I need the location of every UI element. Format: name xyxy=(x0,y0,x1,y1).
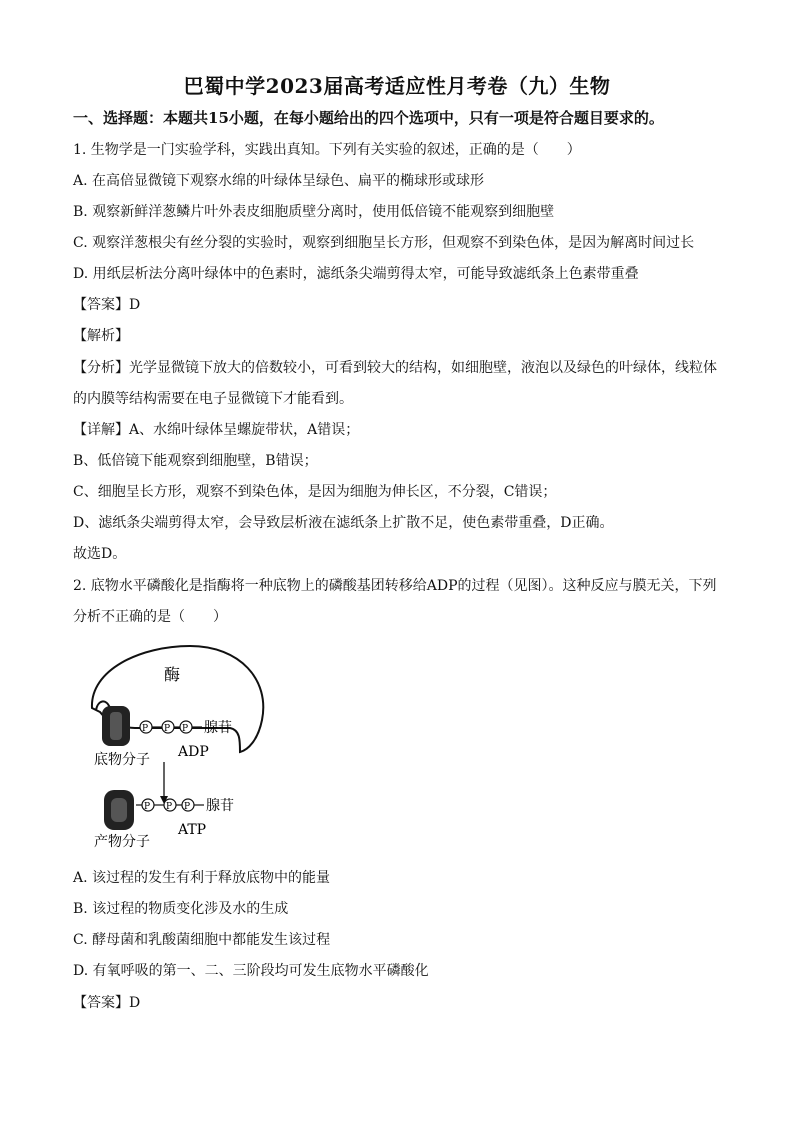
phosphate-p-2: P xyxy=(164,724,171,734)
q1-conclusion: 故选D。 xyxy=(73,546,127,562)
q1-fenxi-line2: 的内膜等结构需要在电子显微镜下才能看到。 xyxy=(73,391,353,407)
q1-option-a: A. 在高倍显微镜下观察水绵的叶绿体呈绿色、扁平的椭球形或球形 xyxy=(73,173,485,189)
q1-option-d: D. 用纸层析法分离叶绿体中的色素时，滤纸条尖端剪得太窄，可能导致滤纸条上色素带重叠 xyxy=(73,266,639,282)
phosphate-p-1: P xyxy=(142,724,149,734)
product-highlight xyxy=(111,798,127,822)
atp-label: ATP xyxy=(178,822,207,838)
adenosine-label-bottom: 腺苷 xyxy=(206,798,234,814)
q1-option-c: C. 观察洋葱根尖有丝分裂的实验时，观察到细胞呈长方形，但观察不到染色体，是因为解离时间过长 xyxy=(73,235,695,251)
q1-detail-c: C、细胞呈长方形，观察不到染色体，是因为细胞为伸长区，不分裂，C错误； xyxy=(73,484,557,500)
q2-answer: 【答案】D xyxy=(73,995,141,1011)
q1-analysis-heading: 【解析】 xyxy=(73,328,129,344)
q2-stem-line2: 分析不正确的是（ ） xyxy=(73,609,227,625)
diagram-svg xyxy=(80,640,290,850)
q1-option-b: B. 观察新鲜洋葱鳞片叶外表皮细胞质壁分离时，使用低倍镜不能观察到细胞壁 xyxy=(73,204,555,220)
q2-option-c: C. 酵母菌和乳酸菌细胞中都能发生该过程 xyxy=(73,932,331,948)
phosphate-p-3: P xyxy=(182,724,189,734)
page-title: 巴蜀中学2023届高考适应性月考卷（九）生物 xyxy=(183,74,611,98)
phosphorylation-diagram xyxy=(80,640,290,850)
q1-fenxi-line1: 【分析】光学显微镜下放大的倍数较小，可看到较大的结构，如细胞壁，液泡以及绿色的叶绿体，线粒体 xyxy=(73,360,717,376)
substrate-label: 底物分子 xyxy=(94,752,150,768)
adp-label: ADP xyxy=(178,744,209,760)
product-label: 产物分子 xyxy=(94,834,150,850)
q2-option-d: D. 有氧呼吸的第一、二、三阶段均可发生底物水平磷酸化 xyxy=(73,963,429,979)
q1-detail-d: D、滤纸条尖端剪得太窄，会导致层析液在滤纸条上扩散不足，使色素带重叠，D正确。 xyxy=(73,515,614,531)
phosphate-p-4: P xyxy=(144,802,151,812)
q2-stem-line1: 2. 底物水平磷酸化是指酶将一种底物上的磷酸基团转移给ADP的过程（见图）。这种反应与膜无关，下列 xyxy=(73,578,717,594)
enzyme-label: 酶 xyxy=(164,665,181,684)
q1-answer: 【答案】D xyxy=(73,297,141,313)
substrate-highlight xyxy=(110,712,122,740)
q2-option-b: B. 该过程的物质变化涉及水的生成 xyxy=(73,901,289,917)
q1-detail-b: B、低倍镜下能观察到细胞壁，B错误； xyxy=(73,453,318,469)
section-heading: 一、选择题：本题共15小题，在每小题给出的四个选项中，只有一项是符合题目要求的。 xyxy=(73,109,664,127)
q1-detail-a: 【详解】A、水绵叶绿体呈螺旋带状，A错误； xyxy=(73,422,360,438)
q2-option-a: A. 该过程的发生有利于释放底物中的能量 xyxy=(73,870,331,886)
q1-stem: 1. 生物学是一门实验学科，实践出真知。下列有关实验的叙述，正确的是（ ） xyxy=(73,142,581,158)
adenosine-label-top: 腺苷 xyxy=(204,720,232,736)
phosphate-p-6: P xyxy=(184,802,191,812)
phosphate-p-5: P xyxy=(166,802,173,812)
